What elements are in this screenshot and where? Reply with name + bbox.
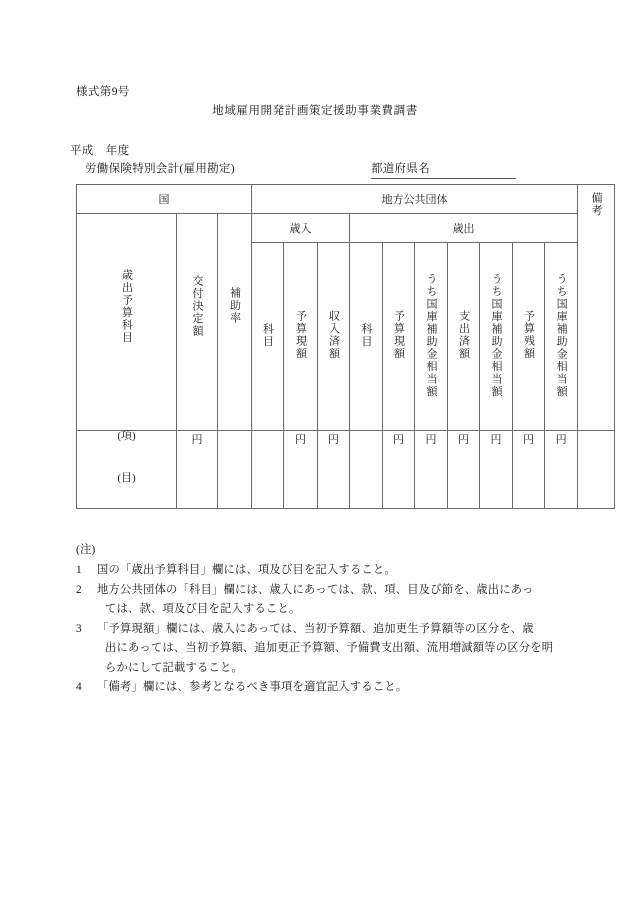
account-name-label: 労働保険特別会計(雇用勘定) <box>85 163 235 175</box>
cell-expenditure-budget-national-subsidy[interactable]: 円 <box>415 431 448 509</box>
header-national-col-0-label: 歳出予算科目 <box>120 268 133 344</box>
cell-grant-decision-amount[interactable]: 円 <box>177 431 218 509</box>
note-number: 4 <box>76 680 82 693</box>
header-revenue-col-0-label: 科目 <box>261 322 274 348</box>
header-expenditure-col-0-label: 科目 <box>360 322 373 348</box>
note-number: 1 <box>76 564 82 577</box>
header-group-local: 地方公共団体 <box>252 185 578 214</box>
notes-section <box>76 541 566 697</box>
header-expenditure-col-4-label: うち国庫補助金相当額 <box>490 272 503 398</box>
note-text <box>97 561 566 580</box>
header-revenue-received-amount <box>318 243 350 431</box>
header-national-subsidy-rate <box>218 214 252 431</box>
header-expenditure-current-budget <box>383 243 415 431</box>
notes-heading: (注) <box>76 544 96 556</box>
cell-expenditure-remaining-national-subsidy[interactable]: 円 <box>545 431 578 509</box>
document-title: 地域雇用開発計画策定援助事業費調書 <box>212 105 418 117</box>
cell-remarks[interactable] <box>578 431 615 509</box>
header-expenditure-budget-national-subsidy <box>415 243 448 431</box>
prefecture-name-field[interactable]: 都道府県名 <box>371 160 516 179</box>
header-national-expenditure-budget-item <box>77 214 177 431</box>
header-national-col-1-label: 交付決定額 <box>191 274 204 338</box>
header-expenditure-col-5-label: 予算残額 <box>522 310 535 360</box>
note-number: 3 <box>76 622 82 635</box>
header-national-col-2-label: 補助率 <box>228 287 241 325</box>
cell-expenditure-item[interactable] <box>350 431 383 509</box>
fiscal-year-label: 平成 年度 <box>70 145 130 157</box>
header-national-grant-decision-amount <box>177 214 218 431</box>
header-expenditure-item <box>350 243 383 431</box>
note-line: 国の「歳出予算科目」欄には、項及び目を記入すること。 <box>97 564 396 577</box>
item-label-ko: (項) <box>117 430 136 442</box>
note-item <box>76 678 566 697</box>
cell-revenue-item[interactable] <box>252 431 284 509</box>
header-section-revenue: 歳入 <box>252 214 350 243</box>
note-line: 地方公共団体の「科目」欄には、歳入にあっては、款、項、目及び節を、歳出にあっ <box>97 583 534 596</box>
budget-table-container <box>76 184 603 509</box>
cell-revenue-current-budget[interactable]: 円 <box>284 431 318 509</box>
note-item <box>76 620 566 678</box>
header-expenditure-remaining-budget <box>513 243 545 431</box>
header-remarks <box>578 185 615 431</box>
note-line: ては、款、項及び目を記入すること。 <box>105 603 301 616</box>
note-line: らかにして記載すること。 <box>105 661 243 674</box>
header-remarks-label: 備考 <box>590 192 603 217</box>
header-expenditure-paid-amount <box>448 243 480 431</box>
header-group-national: 国 <box>77 185 252 214</box>
header-expenditure-paid-national-subsidy <box>480 243 513 431</box>
note-text <box>97 581 566 620</box>
table-row <box>77 431 615 509</box>
cell-expenditure-current-budget[interactable]: 円 <box>383 431 415 509</box>
note-number: 2 <box>76 583 82 596</box>
header-expenditure-col-6-label: うち国庫補助金相当額 <box>555 272 568 398</box>
cell-budget-item[interactable] <box>77 431 177 509</box>
header-expenditure-col-1-label: 予算現額 <box>392 310 405 360</box>
header-revenue-col-1-label: 予算現額 <box>294 310 307 360</box>
header-revenue-col-2-label: 収入済額 <box>327 310 340 360</box>
note-line: 「予算現額」欄には、歳入にあっては、当初予算額、追加更生予算額等の区分を、歳 <box>97 622 534 635</box>
cell-revenue-received-amount[interactable]: 円 <box>318 431 350 509</box>
note-item <box>76 581 566 620</box>
cell-expenditure-paid-national-subsidy[interactable]: 円 <box>480 431 513 509</box>
budget-table <box>76 184 615 509</box>
header-revenue-item <box>252 243 284 431</box>
note-text <box>97 620 566 678</box>
header-revenue-current-budget <box>284 243 318 431</box>
table-header-row-sections <box>77 214 615 243</box>
form-number: 様式第9号 <box>76 86 130 98</box>
note-item <box>76 561 566 580</box>
header-section-expenditure: 歳出 <box>350 214 578 243</box>
note-line: 出にあっては、当初予算額、追加更正予算額、予備費支出額、流用増減額等の区分を明 <box>105 642 554 655</box>
note-line: 「備考」欄には、参考となるべき事項を適宜記入すること。 <box>97 680 408 693</box>
header-expenditure-remaining-national-subsidy <box>545 243 578 431</box>
item-label-moku: (目) <box>117 472 136 484</box>
cell-subsidy-rate[interactable] <box>218 431 252 509</box>
header-expenditure-col-2-label: うち国庫補助金相当額 <box>425 272 438 398</box>
header-expenditure-col-3-label: 支出済額 <box>457 310 470 360</box>
cell-expenditure-paid-amount[interactable]: 円 <box>448 431 480 509</box>
cell-expenditure-remaining-budget[interactable]: 円 <box>513 431 545 509</box>
note-text <box>97 678 566 697</box>
table-header-row-groups <box>77 185 615 214</box>
